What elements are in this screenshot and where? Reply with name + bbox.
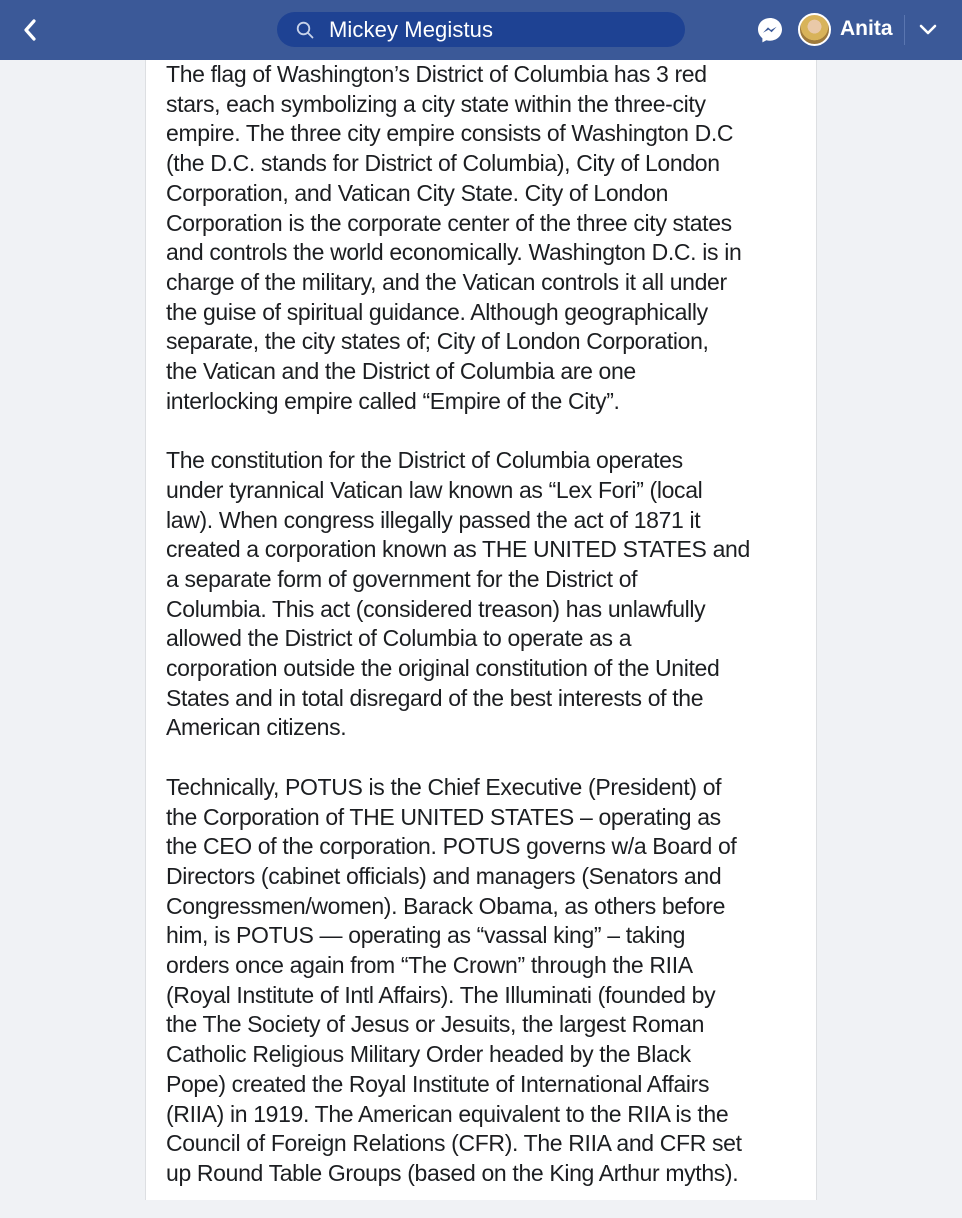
post-paragraph: The constitution for the District of Columbia operates under tyrannical Vatican law known as “Lex Fori” (local law). When congress illegally passed the act of 1871 it created a corporation known as THE UNITED STATES and a separate form of government for the District of Columbia. This act (considered treason) has unlawfully allowed the District of Columbia to operate as a corporation outside the original constitution of the United States and in total disregard of the best interests of the American citizens. — [166, 447, 750, 741]
account-menu-button[interactable] — [914, 16, 942, 44]
search-icon — [295, 20, 315, 40]
divider — [904, 15, 905, 45]
top-navigation-bar — [0, 0, 962, 60]
messenger-icon[interactable] — [756, 16, 784, 44]
chevron-left-icon[interactable] — [22, 18, 38, 42]
post-card — [145, 60, 817, 1200]
search-bar[interactable] — [277, 12, 685, 47]
search-input[interactable]: Mickey Megistus — [329, 16, 494, 42]
back-button[interactable] — [12, 12, 48, 48]
chevron-down-icon[interactable] — [919, 24, 937, 36]
post-paragraph: The flag of Washington’s District of Columbia has 3 red stars, each symbolizing a city state within the three-city empire. The three city empire consists of Washington D.C (the D.C. stands for District of Columbia), City of London Corporation, and Vatican City State. City of London Corporation is the corporate center of the three city states and controls the world economically. Washington D.C. is in charge of the military, and the Vatican controls it all under the guise of spiritual guidance. Although geographically separate, the city states of; City of London Corporation, the Vatican and the District of Columbia are one interlocking empire called “Empire of the City”. — [166, 61, 742, 414]
post-text — [166, 60, 806, 1218]
post-paragraph: Technically, POTUS is the Chief Executive (President) of the Corporation of THE UNITED STATES – operating as the CEO of the corporation. POTUS governs w/a Board of Directors (cabinet officials) and managers (Senators and Congressmen/women). Barack Obama, as others before him, is POTUS — operating as “vassal king” – taking orders once again from “The Crown” through the RIIA (Royal Institute of Intl Affairs). The Illuminati (founded by the The Society of Jesus or Jesuits, the largest Roman Catholic Religious Military Order headed by the Black Pope) created the Royal Institute of International Affairs (RIIA) in 1919. The American equivalent to the RIIA is the Council of Foreign Relations (CFR). The RIIA and CFR set up Round Table Groups (based on the King Arthur myths). — [166, 773, 742, 1186]
user-name[interactable]: Anita — [840, 17, 893, 40]
avatar[interactable] — [798, 13, 831, 46]
